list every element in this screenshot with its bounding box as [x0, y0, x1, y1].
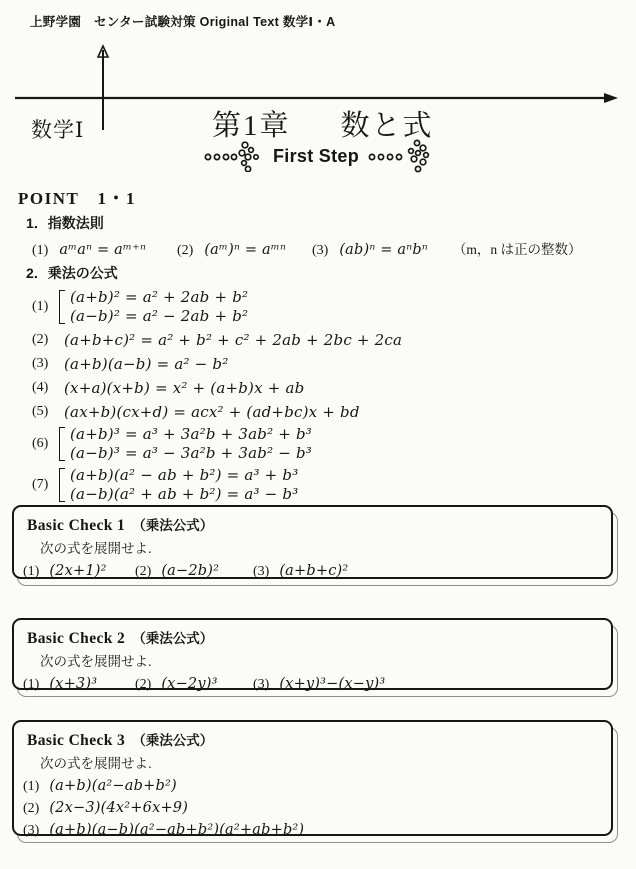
basic-check-title — [27, 627, 599, 648]
problem — [23, 798, 599, 819]
formula: (a−b)² = a² − 2ab + b² — [70, 307, 249, 325]
point-heading: POINT 1・1 — [18, 189, 137, 208]
problem-number: (2) — [135, 564, 152, 579]
item-number: (6) — [32, 436, 49, 451]
expression: (x+y)³−(x−y)³ — [279, 676, 386, 692]
chapter-title — [212, 103, 434, 144]
formula: (a+b)(a−b) = a² − b² — [64, 354, 229, 373]
expression: (2x−3)(4x²+6x+9) — [49, 800, 189, 816]
formula-row — [32, 466, 622, 504]
formula-row — [32, 401, 622, 422]
item-number: (5) — [32, 403, 49, 419]
item-number: (7) — [32, 477, 49, 492]
instruction: 次の式を展開せよ. — [40, 756, 152, 771]
formula: (a+b+c)² = a² + b² + c² + 2ab + 2bc + 2ca — [64, 330, 403, 349]
exponent-note: （m，n は正の整数） — [452, 242, 582, 257]
formula: (aᵐ)ⁿ = aᵐⁿ — [204, 242, 287, 258]
basic-check-name: Basic Check 2 — [27, 630, 126, 647]
formula: aᵐaⁿ = aᵐ⁺ⁿ — [59, 242, 147, 258]
formula: (a+b)³ = a³ + 3a²b + 3ab² + b³ — [70, 425, 313, 443]
course-label: 数学Ⅰ — [31, 118, 85, 142]
chapter-name: 数と式 — [340, 110, 434, 142]
right-arrow-icon — [604, 93, 618, 103]
problem-number: (2) — [135, 677, 152, 692]
problem-row — [23, 563, 599, 580]
expression: (x+3)³ — [49, 676, 98, 692]
expression: (2x+1)² — [49, 563, 107, 579]
instruction: 次の式を展開せよ. — [40, 654, 152, 669]
problem — [135, 676, 253, 693]
chapter-number: 第1章 — [212, 110, 291, 142]
problem-row — [23, 676, 599, 693]
item-number: (3) — [312, 243, 329, 258]
formula-row — [32, 425, 622, 463]
left-bracket — [59, 468, 65, 502]
problem — [253, 676, 385, 693]
formula: (ax+b)(cx+d) = acx² + (ad+bc)x + bd — [64, 402, 360, 421]
formula: (a+b)(a² − ab + b²) = a³ + b³ — [70, 466, 299, 484]
problem-number: (2) — [23, 801, 40, 816]
expression: (a+b+c)² — [279, 563, 349, 579]
item-number: (2) — [177, 243, 194, 258]
basic-check-title — [27, 514, 599, 535]
dotted-arrow-right-icon — [368, 139, 432, 173]
problem — [23, 776, 599, 797]
problem-number: (1) — [23, 779, 40, 794]
formula-row — [32, 329, 622, 350]
problem — [135, 563, 253, 580]
formula: (x+a)(x+b) = x² + (a+b)x + ab — [64, 378, 305, 397]
basic-check-name: Basic Check 3 — [27, 732, 126, 749]
instruction: 次の式を展開せよ. — [40, 541, 152, 556]
formula-row — [32, 377, 622, 398]
basic-check-tag: （乗法公式） — [132, 631, 214, 646]
formula: (ab)ⁿ = aⁿbⁿ — [339, 242, 428, 258]
basic-check-2-box — [12, 618, 613, 690]
problem-number: (3) — [23, 823, 40, 838]
formula: (a−b)³ = a³ − 3a²b + 3ab² − b³ — [70, 444, 313, 462]
chapter-banner — [0, 44, 636, 142]
page-header: 上野学園 センター試験対策 Original Text 数学Ⅰ・A — [30, 15, 336, 29]
formula: (a+b)² = a² + 2ab + b² — [70, 288, 249, 306]
exponent-rule — [312, 242, 428, 259]
basic-check-1-box — [12, 505, 613, 579]
exponent-rule — [177, 242, 287, 259]
dotted-arrow-left-icon — [204, 140, 264, 172]
basic-check-title — [27, 729, 599, 750]
left-bracket — [59, 290, 65, 324]
problem — [253, 563, 348, 580]
exponent-rules-row — [32, 238, 622, 259]
expression: (x−2y)³ — [161, 676, 218, 692]
multiplication-formulas-title: 2．乗法の公式 — [26, 265, 118, 281]
item-number: (2) — [32, 331, 49, 347]
exponent-rule — [32, 242, 152, 259]
first-step-banner — [0, 140, 636, 172]
problem-number: (3) — [253, 564, 270, 579]
expression: (a+b)(a−b)(a²−ab+b²)(a²+ab+b²) — [49, 822, 305, 838]
basic-check-3-box — [12, 720, 613, 836]
formula-row — [32, 288, 622, 326]
problem-number: (1) — [23, 677, 40, 692]
problem — [23, 820, 599, 841]
problem — [23, 676, 135, 693]
exponent-rules-title: 1．指数法則 — [26, 215, 104, 231]
basic-check-tag: （乗法公式） — [132, 733, 214, 748]
formula: (a−b)(a² + ab + b²) = a³ − b³ — [70, 485, 299, 503]
item-number: (3) — [32, 355, 49, 371]
basic-check-tag: （乗法公式） — [132, 518, 214, 533]
formula-row — [32, 353, 622, 374]
problem — [23, 563, 135, 580]
expression: (a+b)(a²−ab+b²) — [49, 778, 177, 794]
item-number: (1) — [32, 243, 49, 258]
multiplication-formulas-list — [32, 288, 622, 504]
expression: (a−2b)² — [161, 563, 220, 579]
problem-list — [23, 776, 599, 841]
item-number: (1) — [32, 299, 49, 314]
point-section — [16, 184, 622, 507]
problem-number: (3) — [253, 677, 270, 692]
left-bracket — [59, 427, 65, 461]
first-step-label: First Step — [272, 145, 359, 166]
problem-number: (1) — [23, 564, 40, 579]
basic-check-name: Basic Check 1 — [27, 517, 126, 534]
item-number: (4) — [32, 379, 49, 395]
